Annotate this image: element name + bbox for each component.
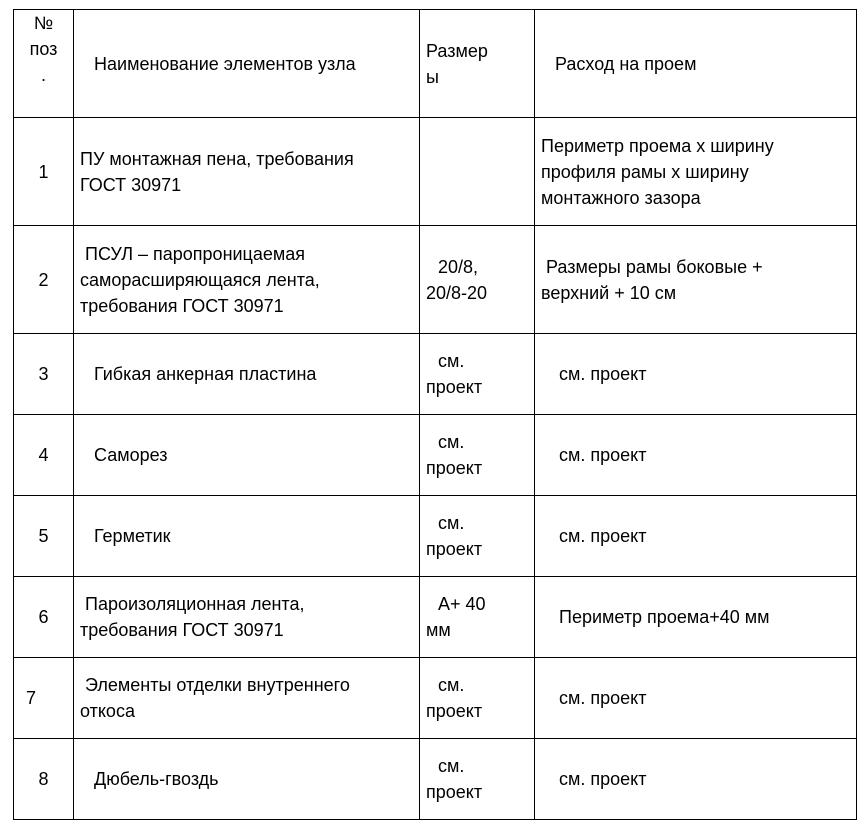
row-element-name: Гибкая анкерная пластина <box>74 334 420 415</box>
row-consumption: Периметр проема х ширину профиля рамы х ширину монтажного зазора <box>535 118 857 226</box>
row-size: см. проект <box>420 334 535 415</box>
row-consumption: см. проект <box>535 415 857 496</box>
row-size: см. проект <box>420 496 535 577</box>
row-number: 5 <box>14 496 74 577</box>
row-element-name: ПСУЛ – паропроницаемая саморасширяющаяся лента, требования ГОСТ 30971 <box>74 226 420 334</box>
row-consumption: см. проект <box>535 739 857 820</box>
row-size: А+ 40 мм <box>420 577 535 658</box>
row-consumption: см. проект <box>535 334 857 415</box>
row-element-name: Саморез <box>74 415 420 496</box>
header-element-name: Наименование элементов узла <box>74 10 420 118</box>
row-element-name: Пароизоляционная лента, требования ГОСТ 30971 <box>74 577 420 658</box>
table-row <box>14 334 857 415</box>
row-element-name: Элементы отделки внутреннего откоса <box>74 658 420 739</box>
table-row <box>14 577 857 658</box>
row-number: 6 <box>14 577 74 658</box>
row-number: 7 <box>14 658 74 739</box>
table-row <box>14 739 857 820</box>
row-element-name: Герметик <box>74 496 420 577</box>
table-row <box>14 658 857 739</box>
row-number: 3 <box>14 334 74 415</box>
row-consumption: Размеры рамы боковые + верхний + 10 см <box>535 226 857 334</box>
header-consumption: Расход на проем <box>535 10 857 118</box>
row-size: см. проект <box>420 415 535 496</box>
row-number: 1 <box>14 118 74 226</box>
row-size: 20/8, 20/8-20 <box>420 226 535 334</box>
row-number: 2 <box>14 226 74 334</box>
row-size <box>420 118 535 226</box>
table-row <box>14 415 857 496</box>
row-size: см. проект <box>420 739 535 820</box>
row-number: 4 <box>14 415 74 496</box>
header-position-number: № поз . <box>14 10 74 118</box>
row-size: см. проект <box>420 658 535 739</box>
table-row <box>14 226 857 334</box>
row-number: 8 <box>14 739 74 820</box>
table-row <box>14 118 857 226</box>
header-sizes: Размер ы <box>420 10 535 118</box>
row-element-name: Дюбель-гвоздь <box>74 739 420 820</box>
row-consumption: см. проект <box>535 658 857 739</box>
row-element-name: ПУ монтажная пена, требования ГОСТ 30971 <box>74 118 420 226</box>
table-header-row <box>14 10 857 118</box>
assembly-elements-table <box>13 9 857 820</box>
table-row <box>14 496 857 577</box>
row-consumption: Периметр проема+40 мм <box>535 577 857 658</box>
row-consumption: см. проект <box>535 496 857 577</box>
